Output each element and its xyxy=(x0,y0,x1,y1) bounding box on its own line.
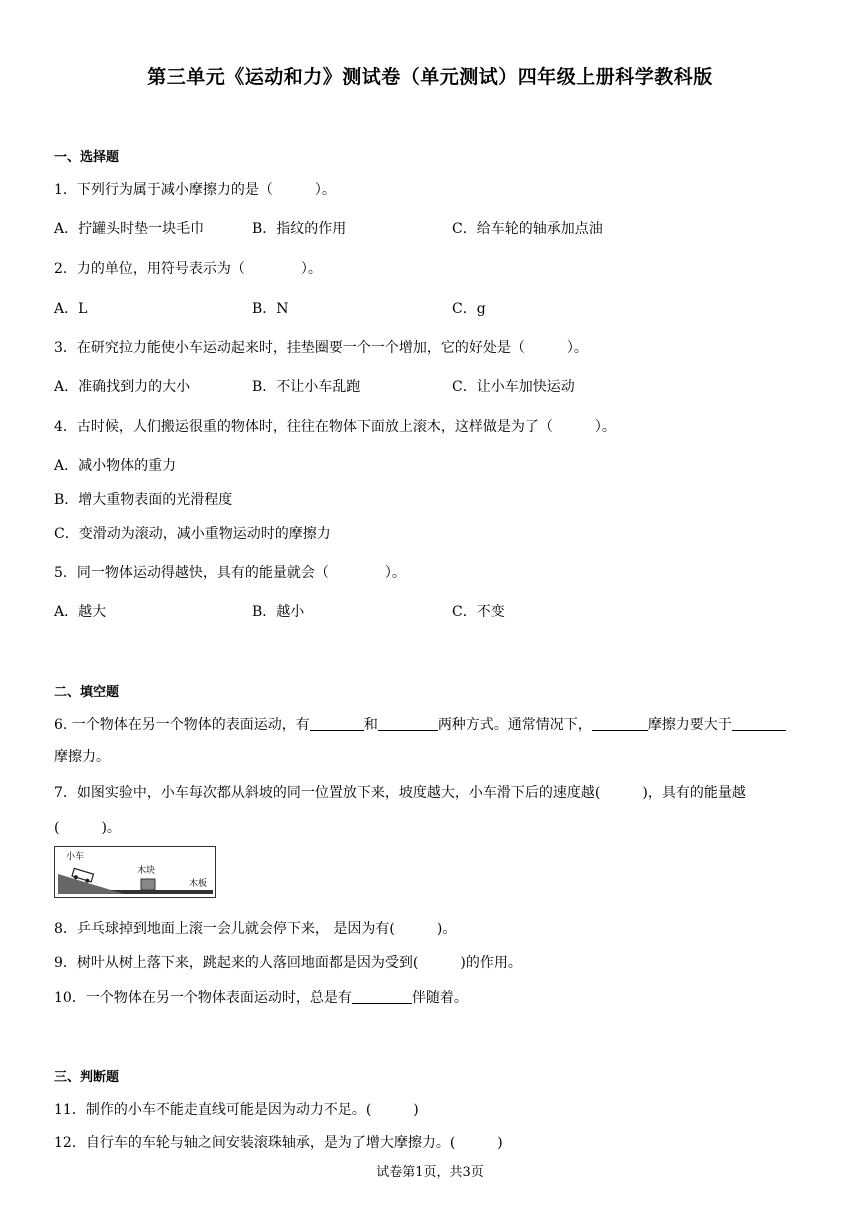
q2-option-a: A．L xyxy=(54,301,88,317)
q6-blank-2[interactable] xyxy=(378,716,438,731)
q1-option-c: C．给车轮的轴承加点油 xyxy=(452,221,603,237)
q5-option-a: A．越大 xyxy=(54,604,107,620)
q5-option-b: B．越小 xyxy=(252,604,305,620)
question-8: 8．乒乓球掉到地面上滚一会儿就会停下来， 是因为有( )。 xyxy=(54,921,457,937)
q6-blank-3[interactable] xyxy=(592,716,648,731)
q4-option-c: C．变滑动为滚动，减小重物运动时的摩擦力 xyxy=(54,526,331,542)
q2-option-b: B．N xyxy=(252,301,289,317)
ramp-experiment-figure xyxy=(54,846,216,898)
figure-label-board: 木板 xyxy=(189,879,208,889)
page-title: 第三单元《运动和力》测试卷（单元测试）四年级上册科学教科版 xyxy=(147,66,713,88)
figure-label-block: 木块 xyxy=(137,866,156,876)
question-2: 2．力的单位，用符号表示为（ ）。 xyxy=(54,261,322,277)
q6-continuation: 摩擦力。 xyxy=(54,749,110,765)
question-4: 4．古时候，人们搬运很重的物体时，往往在物体下面放上滚木，这样做是为了（ ）。 xyxy=(54,419,616,435)
q10-blank[interactable] xyxy=(352,989,412,1004)
q3-option-c: C．让小车加快运动 xyxy=(452,379,575,395)
q6-text-1: 6. 一个物体在另一个物体的表面运动，有 xyxy=(54,717,310,733)
question-7-cont: ( )。 xyxy=(54,820,121,836)
q1-option-a: A．拧罐头时垫一块毛巾 xyxy=(54,221,205,237)
q10-text-1: 10．一个物体在另一个物体表面运动时，总是有 xyxy=(54,990,352,1006)
q6-blank-4[interactable] xyxy=(732,716,786,731)
question-7: 7．如图实验中，小车每次都从斜坡的同一位置放下来，坡度越大，小车滑下后的速度越( )，具有的能量越 xyxy=(54,785,746,801)
section-title-fill: 二、填空题 xyxy=(54,685,120,700)
figure-label-car: 小车 xyxy=(66,852,85,862)
section-title-judge: 三、判断题 xyxy=(54,1070,120,1085)
q6-blank-1[interactable] xyxy=(310,716,364,731)
q4-option-b: B．增大重物表面的光滑程度 xyxy=(54,492,233,508)
q5-option-c: C．不变 xyxy=(452,604,505,620)
page-footer: 试卷第1页，共3页 xyxy=(376,1165,484,1180)
question-3: 3．在研究拉力能使小车运动起来时，挂垫圈要一个一个增加，它的好处是（ ）。 xyxy=(54,340,588,356)
q6-text-3: 两种方式。通常情况下， xyxy=(437,717,592,733)
question-11: 11．制作的小车不能走直线可能是因为动力不足。( ) xyxy=(54,1102,419,1118)
question-9: 9．树叶从树上落下来，跳起来的人落回地面都是因为受到( )的作用。 xyxy=(54,955,522,971)
wood-block-icon xyxy=(141,879,155,890)
q3-option-b: B．不让小车乱跑 xyxy=(252,379,361,395)
q6-text-4: 摩擦力要大于 xyxy=(647,717,732,733)
question-6 xyxy=(54,714,786,734)
q6-text-2: 和 xyxy=(363,717,378,733)
q2-option-c: C．g xyxy=(452,301,486,317)
question-5: 5．同一物体运动得越快，具有的能量就会（ ）。 xyxy=(54,565,406,581)
q3-option-a: A．准确找到力的大小 xyxy=(54,379,191,395)
q4-option-a: A．减小物体的重力 xyxy=(54,458,177,474)
question-10 xyxy=(54,987,468,1007)
q10-text-2: 伴随着。 xyxy=(411,990,468,1006)
question-12: 12．自行车的车轮与轴之间安装滚珠轴承，是为了增大摩擦力。( ) xyxy=(54,1135,503,1151)
question-1: 1．下列行为属于减小摩擦力的是（ ）。 xyxy=(54,182,336,198)
q1-option-b: B．指纹的作用 xyxy=(252,221,347,237)
section-title-choice: 一、选择题 xyxy=(54,150,120,165)
